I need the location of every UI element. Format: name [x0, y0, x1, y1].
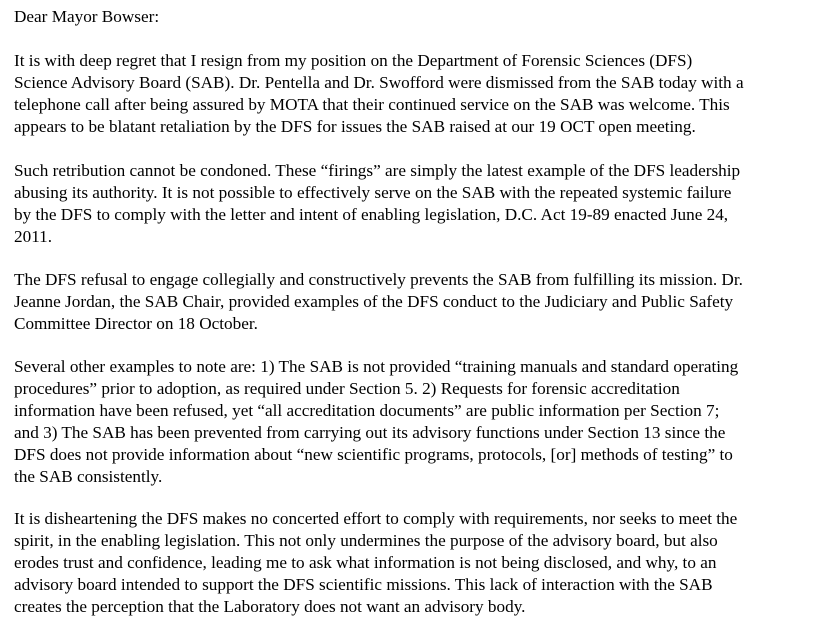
- text-line: The DFS refusal to engage collegially and constructively prevents the SAB from fulfilling its mission. Dr.: [14, 270, 743, 289]
- text-line: creates the perception that the Laboratory does not want an advisory body.: [14, 597, 526, 616]
- text-line: advisory board intended to support the DFS scientific missions. This lack of interaction with the SAB: [14, 575, 713, 594]
- paragraph-examples: [14, 356, 830, 488]
- paragraph-resignation: [14, 50, 830, 138]
- text-line: Jeanne Jordan, the SAB Chair, provided examples of the DFS conduct to the Judiciary and Public Safety: [14, 292, 734, 311]
- text-line: the SAB consistently.: [14, 467, 163, 486]
- text-line: Committee Director on 18 October.: [14, 314, 258, 333]
- text-line: appears to be blatant retaliation by the DFS for issues the SAB raised at our 19 OCT open meeting.: [14, 117, 696, 136]
- text-line: telephone call after being assured by MOTA that their continued service on the SAB was welcome. This: [14, 95, 730, 114]
- text-line: abusing its authority. It is not possible to effectively serve on the SAB with the repeated systemic failure: [14, 183, 732, 202]
- text-line: erodes trust and confidence, leading me to ask what information is not being disclosed, and why, to an: [14, 553, 717, 572]
- text-line: Science Advisory Board (SAB). Dr. Pentella and Dr. Swofford were dismissed from the SAB today with a: [14, 73, 744, 92]
- text-line: 2011.: [14, 227, 53, 246]
- paragraph-disheartening: [14, 508, 830, 618]
- text-line: DFS does not provide information about “new scientific programs, protocols, [or] methods of testing” to: [14, 445, 733, 464]
- text-line: information have been refused, yet “all accreditation documents” are public information per Section 7;: [14, 401, 720, 420]
- text-line: It is disheartening the DFS makes no concerted effort to comply with requirements, nor seeks to meet the: [14, 509, 738, 528]
- text-line: procedures” prior to adoption, as required under Section 5. 2) Requests for forensic accreditation: [14, 379, 680, 398]
- text-line: Several other examples to note are: 1) The SAB is not provided “training manuals and standard operating: [14, 357, 739, 376]
- text-line: Such retribution cannot be condoned. These “firings” are simply the latest example of the DFS leadership: [14, 161, 741, 180]
- text-line: and 3) The SAB has been prevented from carrying out its advisory functions under Section 13 since the: [14, 423, 726, 442]
- paragraph-refusal: [14, 269, 830, 335]
- text-line: It is with deep regret that I resign from my position on the Department of Forensic Sciences (DFS): [14, 51, 693, 70]
- text-line: spirit, in the enabling legislation. This not only undermines the purpose of the advisory board, but also: [14, 531, 718, 550]
- text-line: by the DFS to comply with the letter and intent of enabling legislation, D.C. Act 19-89 enacted June 24,: [14, 205, 729, 224]
- salutation: Dear Mayor Bowser:: [14, 7, 160, 26]
- paragraph-retribution: [14, 160, 830, 248]
